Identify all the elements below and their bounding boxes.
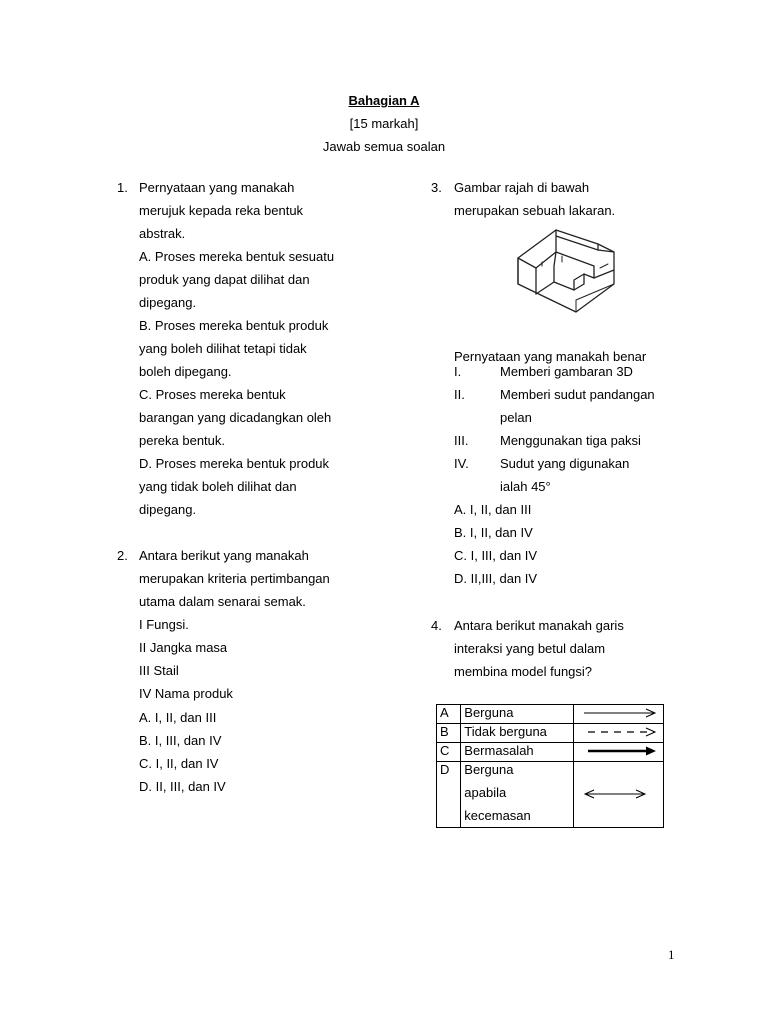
row-label: Tidak berguna	[461, 724, 574, 743]
section-marks: [15 markah]	[349, 116, 419, 131]
row-label-line: Berguna	[464, 762, 514, 777]
statement-text: Menggunakan tiga paksi	[500, 433, 641, 448]
option-text: yang boleh dilihat tetapi tidak	[139, 341, 307, 356]
row-letter: D	[437, 762, 461, 828]
question-text: membina model fungsi?	[454, 664, 593, 679]
option-text: A. I, II, dan III	[454, 502, 532, 517]
option-text: D. Proses mereka bentuk produk	[139, 456, 330, 471]
question-number: 4.	[431, 618, 442, 633]
statement-number: III.	[454, 433, 469, 448]
statement-number: IV.	[454, 456, 469, 471]
question-text: merujuk kepada reka bentuk	[139, 203, 304, 218]
question-text: merupakan kriteria pertimbangan	[139, 571, 330, 586]
table-row	[437, 705, 664, 724]
option-text: D. II,III, dan IV	[454, 571, 538, 586]
option-text: pereka bentuk.	[139, 433, 226, 448]
question-number: 2.	[117, 548, 128, 563]
section-title: Bahagian A	[348, 93, 420, 108]
interaction-lines-table	[436, 704, 664, 828]
statement-text: ialah 45°	[500, 479, 551, 494]
question-text: Pernyataan yang manakah benar	[454, 349, 647, 364]
option-text: B. Proses mereka bentuk produk	[139, 318, 329, 333]
option-text: dipegang.	[139, 502, 197, 517]
arrow-cell	[574, 762, 664, 828]
criteria-item: I Fungsi.	[139, 617, 189, 632]
criteria-item: IV Nama produk	[139, 686, 233, 701]
criteria-item: III Stail	[139, 663, 179, 678]
row-label-line: apabila	[464, 785, 507, 800]
statement-number: I.	[454, 364, 462, 379]
row-label: Bermasalah	[461, 743, 574, 762]
question-text: abstrak.	[139, 226, 186, 241]
option-text: D. II, III, dan IV	[139, 779, 226, 794]
statement-text: pelan	[500, 410, 532, 425]
section-instruction: Jawab semua soalan	[322, 139, 446, 154]
option-text: produk yang dapat dilihat dan	[139, 272, 310, 287]
table-row	[437, 762, 664, 828]
row-label-line: kecemasan	[464, 808, 531, 823]
question-text: Gambar rajah di bawah	[454, 180, 590, 195]
option-text: C. Proses mereka bentuk	[139, 387, 286, 402]
question-text: interaksi yang betul dalam	[454, 641, 606, 656]
page-number: 1	[668, 947, 675, 962]
row-letter: A	[437, 705, 461, 724]
option-text: boleh dipegang.	[139, 364, 232, 379]
option-text: C. I, II, dan IV	[139, 756, 219, 771]
table-row	[437, 724, 664, 743]
question-text: merupakan sebuah lakaran.	[454, 203, 616, 218]
statement-text: Sudut yang digunakan	[500, 456, 630, 471]
row-letter: C	[437, 743, 461, 762]
thin-solid-arrow-icon	[574, 705, 658, 720]
option-text: barangan yang dicadangkan oleh	[139, 410, 332, 425]
option-text: C. I, III, dan IV	[454, 548, 538, 563]
row-letter: B	[437, 724, 461, 743]
question-text: utama dalam senarai semak.	[139, 594, 306, 609]
option-text: dipegang.	[139, 295, 197, 310]
question-text: Antara berikut manakah garis	[454, 618, 624, 633]
question-text: Antara berikut yang manakah	[139, 548, 309, 563]
option-text: B. I, II, dan IV	[454, 525, 533, 540]
statement-text: Memberi sudut pandangan	[500, 387, 655, 402]
double-headed-arrow-icon	[574, 786, 658, 801]
row-label	[461, 762, 574, 828]
arrow-cell	[574, 743, 664, 762]
option-text: yang tidak boleh dilihat dan	[139, 479, 297, 494]
question-number: 3.	[431, 180, 442, 195]
dashed-arrow-icon	[574, 724, 658, 739]
isometric-sketch-figure	[512, 222, 620, 318]
statement-number: II.	[454, 387, 465, 402]
option-text: B. I, III, dan IV	[139, 733, 222, 748]
arrow-cell	[574, 705, 664, 724]
statement-text: Memberi gambaran 3D	[500, 364, 633, 379]
arrow-cell	[574, 724, 664, 743]
option-text: A. I, II, dan III	[139, 710, 217, 725]
option-text: A. Proses mereka bentuk sesuatu	[139, 249, 335, 264]
question-text: Pernyataan yang manakah	[139, 180, 295, 195]
thick-solid-arrow-icon	[574, 743, 658, 758]
row-label: Berguna	[461, 705, 574, 724]
question-number: 1.	[117, 180, 128, 195]
criteria-item: II Jangka masa	[139, 640, 228, 655]
